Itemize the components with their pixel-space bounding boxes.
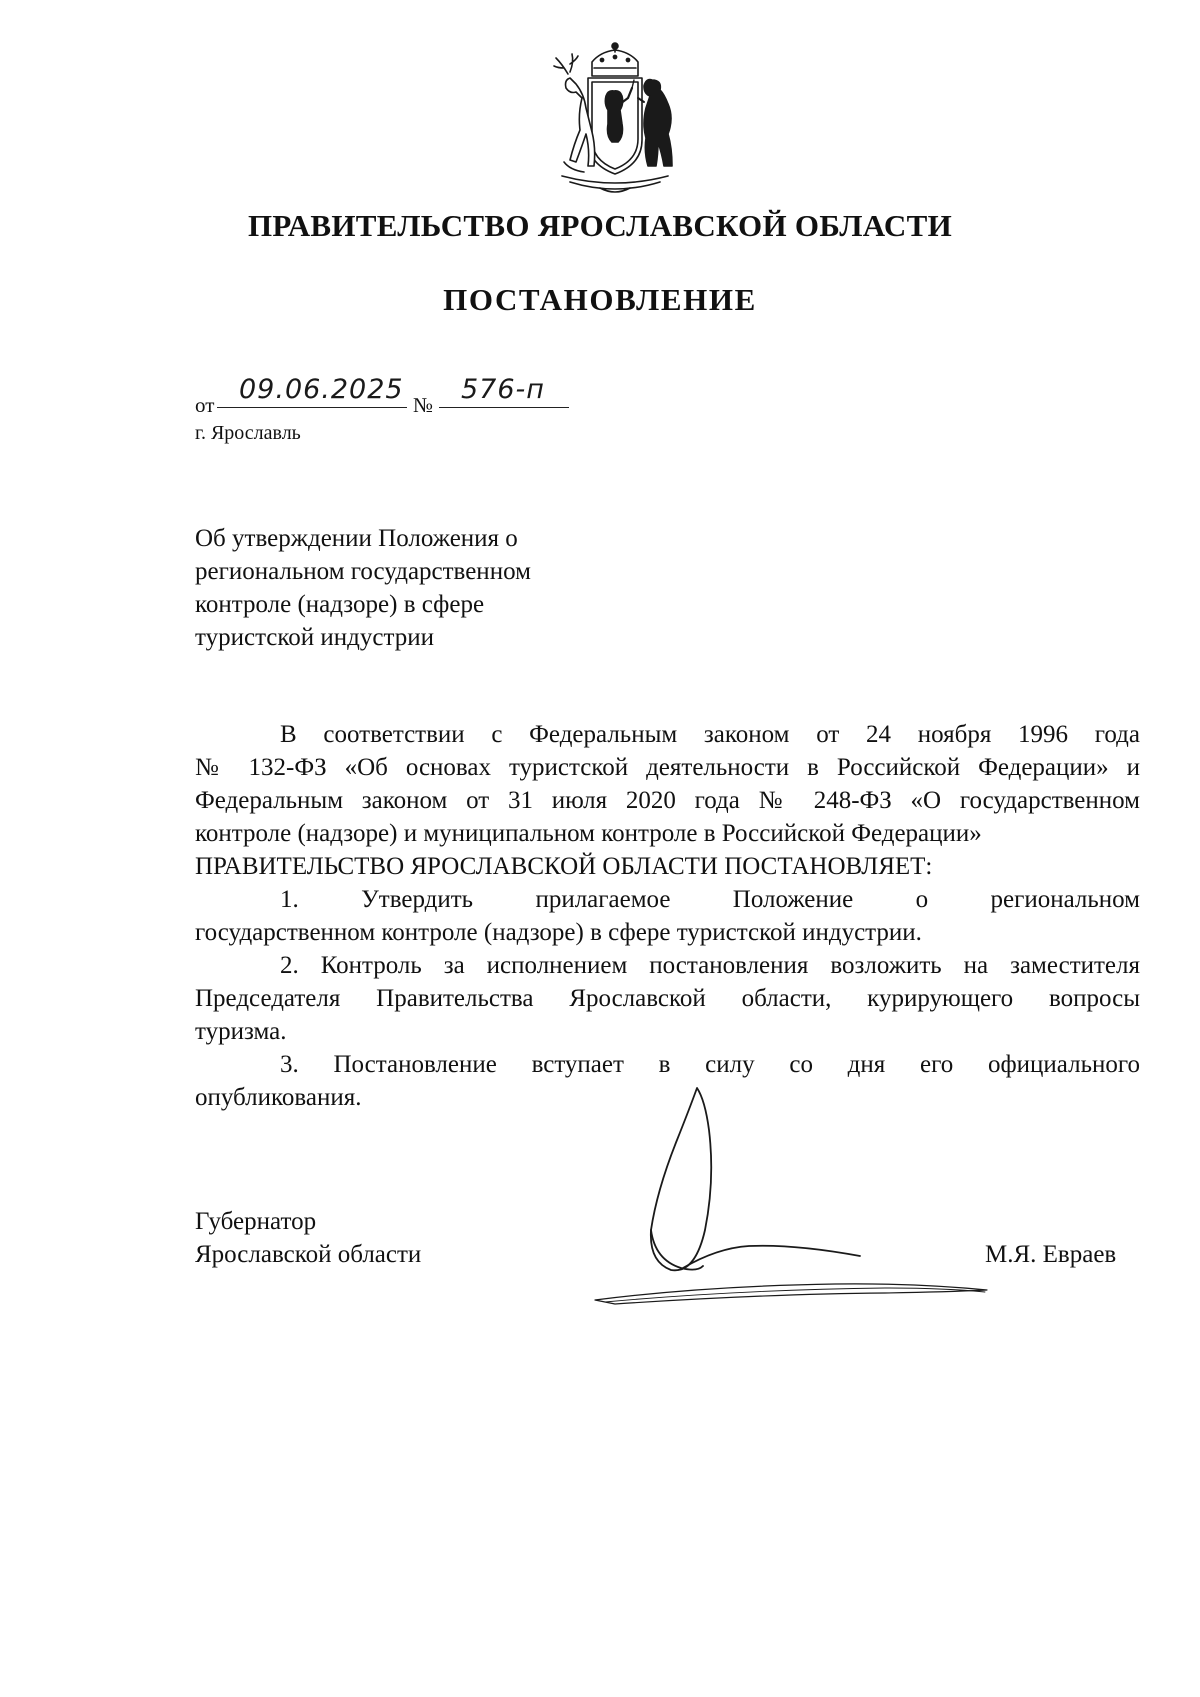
from-label: от: [195, 393, 215, 417]
position-line: Ярославской области: [195, 1241, 422, 1268]
preamble-line: Федеральным законом от 31 июля 2020 года № 248-ФЗ «О государственном: [195, 787, 1140, 814]
city: г. Ярославль: [195, 422, 301, 444]
preamble-line: контроле (надзоре) и муниципальном контроле в Российской Федерации»: [195, 820, 982, 847]
coat-of-arms-icon: [540, 38, 690, 198]
decree-line: ПРАВИТЕЛЬСТВО ЯРОСЛАВСКОЙ ОБЛАСТИ ПОСТАНОВЛЯЕТ:: [195, 853, 933, 880]
document-body: [195, 718, 1140, 1114]
item2-line: 2. Контроль за исполнением постановления возложить на заместителя: [280, 952, 1140, 979]
document-date: 09.06.2025: [217, 378, 407, 408]
item2-line: туризма.: [195, 1018, 287, 1045]
document-subject: [195, 522, 615, 654]
item3-line: опубликования.: [195, 1084, 362, 1111]
preamble-line: № 132-ФЗ «Об основах туристской деятельности в Российской Федерации» и: [195, 754, 1140, 781]
subject-line: контроле (надзоре) в сфере: [195, 591, 485, 618]
subject-line: региональном государственном: [195, 558, 531, 585]
item1-line: 1. Утвердить прилагаемое Положение о региональном: [280, 886, 1140, 913]
signatory-name: М.Я. Евраев: [985, 1241, 1117, 1268]
signatory-position: [195, 1205, 421, 1271]
item2-line: Председателя Правительства Ярославской области, курирующего вопросы: [195, 985, 1140, 1012]
document-type: ПОСТАНОВЛЕНИЕ: [443, 282, 757, 317]
item1-line: государственном контроле (надзоре) в сфере туристской индустрии.: [195, 919, 922, 946]
subject-line: туристской индустрии: [195, 624, 434, 651]
government-title: ПРАВИТЕЛЬСТВО ЯРОСЛАВСКОЙ ОБЛАСТИ: [248, 208, 952, 243]
item3-line: 3. Постановление вступает в силу со дня его официального: [280, 1051, 1140, 1078]
preamble-line: В соответствии с Федеральным законом от 24 ноября 1996 года: [280, 721, 1140, 748]
date-number-line: [195, 374, 595, 420]
handwritten-signature-icon: [585, 1080, 1005, 1315]
document-number: 576-п: [439, 378, 569, 408]
number-label: №: [413, 393, 434, 417]
subject-line: Об утверждении Положения о: [195, 525, 518, 552]
position-line: Губернатор: [195, 1208, 317, 1235]
